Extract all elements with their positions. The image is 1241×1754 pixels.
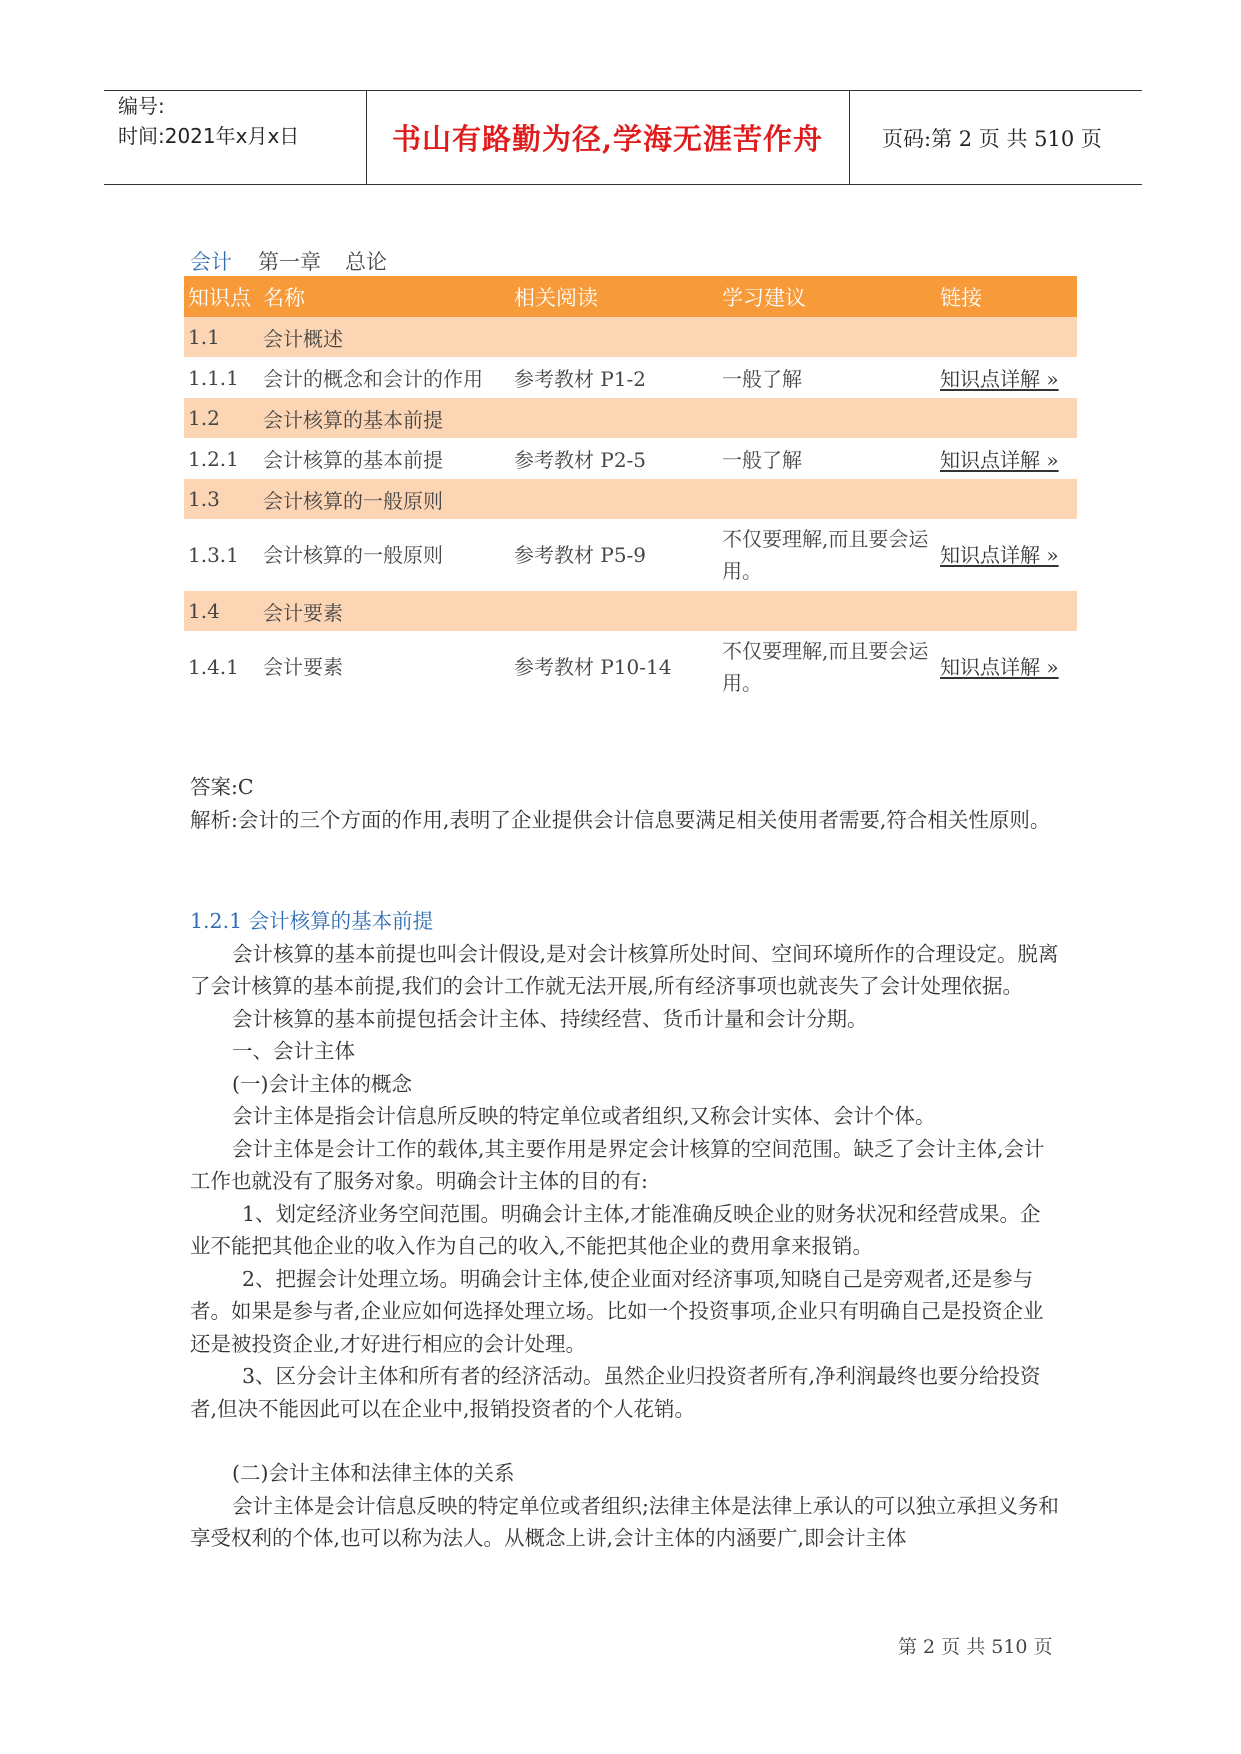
breadcrumb (190, 246, 387, 276)
knowledge-table (184, 276, 1077, 703)
header-page-number: 页码:第 2 页 共 510 页 (882, 126, 1102, 151)
row-name: 会计核算的一般原则 (259, 479, 510, 519)
answer-text: 答案:C (190, 775, 254, 799)
section-content (190, 905, 1060, 1555)
paragraph: (一)会计主体的概念 (232, 1071, 412, 1096)
detail-link[interactable]: 知识点详解 » (940, 543, 1059, 567)
row-name: 会计核算的基本前提 (263, 448, 443, 472)
paragraph: 1、划定经济业务空间范围。明确会计主体,才能准确反映企业的财务状况和经营成果。企业不能把其他企业的收入作为自己的收入,不能把其他企业的费用拿来报销。 (190, 1201, 1041, 1258)
row-reading: 参考教材 P1-2 (514, 367, 647, 391)
table-section-row (184, 479, 1077, 519)
row-code: 1.3.1 (188, 543, 239, 567)
row-code: 1.4.1 (188, 655, 239, 679)
breadcrumb-subject[interactable]: 会计 (190, 250, 232, 274)
serial-label: 编号: (118, 94, 165, 118)
time-label: 时间:2021年x月x日 (118, 124, 300, 148)
row-reading: 参考教材 P2-5 (514, 448, 647, 472)
table-section-row (184, 591, 1077, 631)
row-code: 1.2.1 (188, 446, 239, 471)
section-heading: 1.2.1 会计核算的基本前提 (190, 909, 434, 933)
answer-block (190, 771, 1060, 836)
paragraph: 会计主体是会计信息反映的特定单位或者组织;法律主体是法律上承认的可以独立承担义务和享受权利的个体,也可以称为法人。从概念上讲,会计主体的内涵要广,即会计主体 (190, 1493, 1059, 1550)
row-advice: 一般了解 (722, 367, 802, 391)
analysis-text: 解析:会计的三个方面的作用,表明了企业提供会计信息要满足相关使用者需要,符合相关性原则。 (190, 807, 1051, 832)
row-name: 会计要素 (263, 655, 343, 679)
col-header-link: 链接 (936, 276, 1077, 317)
paragraph: 会计核算的基本前提包括会计主体、持续经营、货币计量和会计分期。 (232, 1006, 868, 1031)
header-divider (849, 91, 850, 184)
page-footer: 第 2 页 共 510 页 (898, 1636, 1053, 1658)
row-name: 会计核算的一般原则 (263, 543, 443, 567)
row-name: 会计要素 (259, 591, 510, 631)
row-advice: 不仅要理解,而且要会运用。 (722, 639, 929, 695)
table-row (184, 519, 1077, 591)
row-code: 1.4 (184, 591, 259, 631)
row-advice: 不仅要理解,而且要会运用。 (722, 527, 929, 583)
header-motto: 书山有路勤为径,学海无涯苦作舟 (391, 122, 824, 156)
row-name: 会计概述 (259, 317, 510, 357)
detail-link[interactable]: 知识点详解 » (940, 367, 1059, 391)
row-code: 1.2 (184, 398, 259, 438)
table-section-row (184, 317, 1077, 357)
table-row (184, 357, 1077, 398)
paragraph: (二)会计主体和法律主体的关系 (232, 1461, 515, 1485)
col-header-advice: 学习建议 (718, 276, 936, 317)
row-code: 1.1 (184, 317, 259, 357)
row-reading: 参考教材 P10-14 (514, 655, 672, 679)
breadcrumb-title: 总论 (345, 250, 387, 274)
paragraph: 2、把握会计处理立场。明确会计主体,使企业面对经济事项,知晓自己是旁观者,还是参与者。如果是参与者,企业应如何选择处理立场。比如一个投资事项,企业只有明确自己是投资企业还是被投资企业,才好进行相应的会计处理。 (190, 1266, 1044, 1356)
col-header-name: 名称 (259, 276, 510, 317)
paragraph: 一、会计主体 (232, 1039, 355, 1063)
paragraph: 会计核算的基本前提也叫会计假设,是对会计核算所处时间、空间环境所作的合理设定。脱离了会计核算的基本前提,我们的会计工作就无法开展,所有经济事项也就丧失了会计处理依据。 (190, 941, 1059, 998)
detail-link[interactable]: 知识点详解 » (940, 448, 1059, 472)
paragraph: 会计主体是指会计信息所反映的特定单位或者组织,又称会计实体、会计个体。 (232, 1104, 936, 1128)
table-row (184, 631, 1077, 703)
row-code: 1.1.1 (188, 365, 239, 390)
row-advice: 一般了解 (722, 448, 802, 472)
row-name: 会计的概念和会计的作用 (263, 367, 483, 391)
row-code: 1.3 (184, 479, 259, 519)
paragraph: 3、区分会计主体和所有者的经济活动。虽然企业归投资者所有,净利润最终也要分给投资者,但决不能因此可以在企业中,报销投资者的个人花销。 (190, 1364, 1041, 1421)
row-name: 会计核算的基本前提 (259, 398, 510, 438)
detail-link[interactable]: 知识点详解 » (940, 655, 1059, 679)
col-header-reading: 相关阅读 (510, 276, 718, 317)
table-header-row (184, 276, 1077, 317)
header-meta (118, 91, 299, 151)
table-row (184, 438, 1077, 479)
table-section-row (184, 398, 1077, 438)
breadcrumb-chapter: 第一章 (258, 250, 321, 274)
paragraph: 会计主体是会计工作的载体,其主要作用是界定会计核算的空间范围。缺乏了会计主体,会计工作也就没有了服务对象。明确会计主体的目的有: (190, 1136, 1045, 1193)
page-header (104, 90, 1142, 185)
row-reading: 参考教材 P5-9 (514, 543, 647, 567)
col-header-code: 知识点 (184, 276, 259, 317)
